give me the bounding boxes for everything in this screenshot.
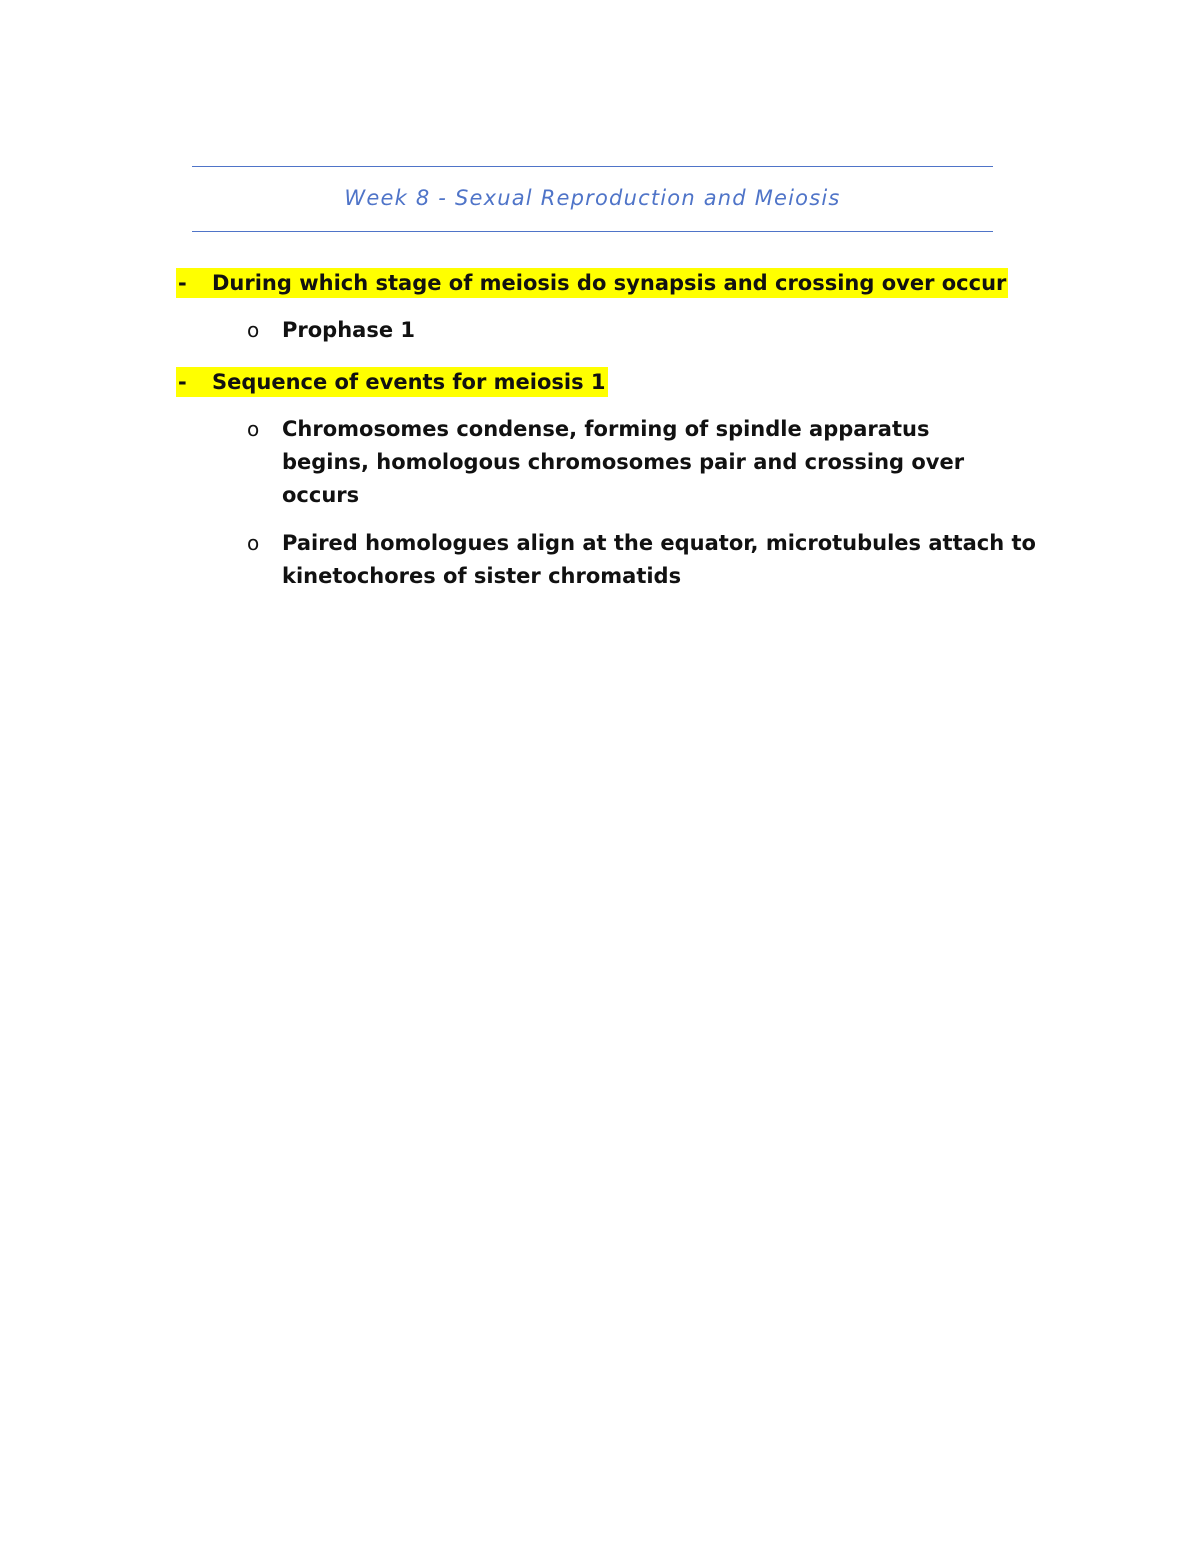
- list-item-sequence: [176, 367, 608, 397]
- list-item-text: Sequence of events for meiosis 1: [212, 370, 606, 394]
- circle-bullet-icon: o: [247, 531, 260, 555]
- sub-list-item-text: Paired homologues align at the equator, microtubules attach to kinetochores of sister chromatids: [282, 531, 1036, 588]
- sub-list-item: [247, 413, 982, 512]
- sub-list-item-text: Prophase 1: [282, 318, 415, 342]
- header-top-rule: [192, 166, 993, 167]
- circle-bullet-icon: o: [247, 417, 260, 441]
- dash-bullet-icon: -: [178, 370, 187, 394]
- circle-bullet-icon: o: [247, 318, 260, 342]
- sub-list-item: [247, 527, 1042, 593]
- list-item-text: During which stage of meiosis do synapsis and crossing over occur: [212, 271, 1007, 295]
- header-bottom-rule: [192, 231, 993, 232]
- sub-list-item: [247, 314, 1042, 347]
- sub-list-item-text: Chromosomes condense, forming of spindle apparatus begins, homologous chromosomes pair and crossing over occurs: [282, 417, 965, 507]
- list-item-question: [176, 268, 1008, 298]
- dash-bullet-icon: -: [178, 271, 187, 295]
- page-title: Week 8 - Sexual Reproduction and Meiosis: [344, 186, 841, 210]
